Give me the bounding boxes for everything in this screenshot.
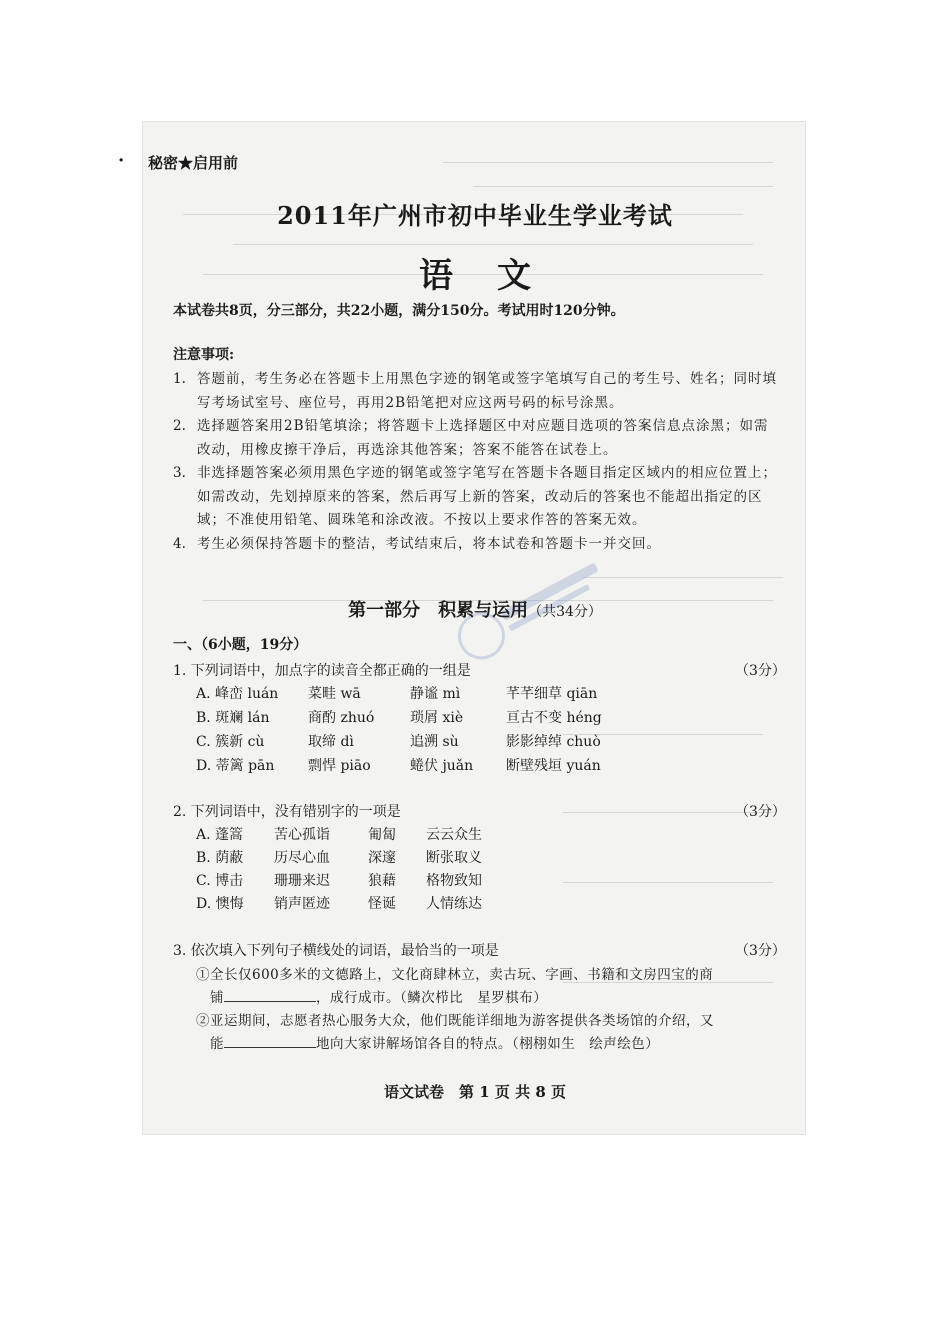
question-3-score: （3分） (735, 943, 786, 959)
notice-number: 2. (173, 418, 186, 434)
notice-list (173, 368, 778, 556)
fill-in-blank (224, 989, 316, 1002)
question-3-sentence-1-line-2 (210, 986, 547, 1006)
option-cell: 怪诞 (368, 896, 396, 912)
option-cell: B. 斑斓 lán (196, 710, 270, 726)
option-cell: 云云众生 (426, 827, 482, 843)
notice-item (173, 368, 778, 415)
option-cell: 亘古不变 héng (506, 710, 602, 726)
notice-text: 选择题答案用2B铅笔填涂；将答题卡上选择题区中对应题目选项的答案信息点涂黑；如需改动，用橡皮擦干净后，再选涂其他答案；答案不能答在试卷上。 (197, 418, 769, 458)
option-cell: 追溯 sù (410, 734, 459, 750)
option-cell: C. 博击 (196, 873, 244, 889)
option-cell: 匍匐 (368, 827, 396, 843)
option-cell: C. 簇新 cù (196, 734, 265, 750)
option-cell: 断壁残垣 yuán (506, 758, 601, 774)
option-cell: 商酌 zhuó (308, 710, 375, 726)
notice-text: 答题前，考生务必在答题卡上用黑色字迹的钢笔或签字笔填写自己的考生号、姓名；同时填写考场试室号、座位号，再用2B铅笔把对应这两号码的标号涂黑。 (197, 371, 777, 411)
option-cell: 销声匿迹 (274, 896, 330, 912)
notice-item (173, 533, 778, 557)
question-1-option-c (196, 731, 601, 751)
notice-item (173, 462, 778, 533)
notice-number: 4. (173, 535, 186, 552)
option-cell: 珊珊来迟 (274, 873, 330, 889)
fill-in-blank (224, 1035, 316, 1048)
question-3-sentence-2-line-2 (210, 1032, 659, 1052)
question-2-score: （3分） (735, 804, 786, 820)
notice-heading: 注意事项: (173, 347, 235, 363)
notice-text: 考生必须保持答题卡的整洁，考试结束后，将本试卷和答题卡一并交回。 (197, 535, 661, 552)
question-1-option-a (196, 683, 597, 703)
question-3-stem: 3. 依次填入下列句子横线处的词语，最恰当的一项是 (173, 943, 499, 959)
notice-text: 非选择题答案必须用黑色字迹的钢笔或签字笔写在答题卡各题目指定区域内的相应位置上；如需改动，先划掉原来的答案，然后再写上新的答案，改动后的答案也不能超出指定的区域；不准使用铅笔、圆珠笔和涂改液。不按以上要求作答的答案无效。 (197, 465, 777, 528)
subject-title: 语文 (419, 256, 575, 296)
sentence-text: 能 (210, 1036, 224, 1052)
option-cell: 深邃 (368, 850, 396, 866)
section-one-heading: 一、（6小题，19分） (173, 637, 308, 653)
sentence-text: ，成行成市。（鳞次栉比 星罗棋布） (316, 990, 548, 1006)
question-2-option-b (196, 847, 482, 867)
exam-title: 2011年广州市初中毕业生学业考试 (277, 201, 673, 230)
question-1-option-b (196, 707, 602, 727)
option-cell: 芊芊细草 qiān (506, 686, 598, 702)
option-cell: 取缔 dì (308, 734, 354, 750)
question-3-sentence-1-line-1: ①全长仅600多米的文德路上，文化商肆林立，卖古玩、字画、书籍和文房四宝的商 (196, 967, 714, 983)
scan-mark: · (118, 150, 125, 171)
question-2-option-d (196, 893, 482, 913)
secret-label: 秘密★启用前 (148, 154, 239, 172)
part-one-label: 第一部分 积累与运用 (348, 600, 529, 621)
option-cell: 菜畦 wā (308, 686, 361, 702)
question-2-stem: 2. 下列词语中，没有错别字的一项是 (173, 804, 401, 820)
question-1-stem: 1. 下列词语中，加点字的读音全都正确的一组是 (173, 663, 471, 679)
option-cell: A. 峰峦 luán (196, 686, 279, 702)
question-2-option-a (196, 824, 482, 844)
option-cell: B. 荫蔽 (196, 850, 244, 866)
notice-number: 3. (173, 465, 186, 481)
notice-number: 1. (173, 371, 186, 387)
option-cell: 影影绰绰 chuò (506, 734, 601, 750)
option-cell: 静谧 mì (410, 686, 461, 702)
part-one-points: （共34分） (528, 604, 602, 620)
sentence-text: 铺 (210, 990, 224, 1006)
page-footer: 语文试卷 第 1 页 共 8 页 (384, 1083, 566, 1101)
question-3-sentence-2-line-1: ②亚运期间，志愿者热心服务大众，他们既能详细地为游客提供各类场馆的介绍，又 (196, 1013, 714, 1029)
notice-item (173, 415, 778, 462)
option-cell: A. 蓬篙 (196, 827, 244, 843)
sentence-text: 地向大家讲解场馆各自的特点。（栩栩如生 绘声绘色） (316, 1036, 660, 1052)
option-cell: 人情练达 (426, 896, 482, 912)
option-cell: 苦心孤诣 (274, 827, 330, 843)
question-1-score: （3分） (735, 663, 786, 679)
option-cell: 断张取义 (426, 850, 482, 866)
option-cell: D. 蒂篱 pān (196, 758, 275, 774)
option-cell: 蜷伏 juǎn (410, 758, 474, 774)
option-cell: 狼藉 (368, 873, 396, 889)
option-cell: 剽悍 piāo (308, 758, 371, 774)
question-1-option-d (196, 755, 601, 775)
option-cell: 历尽心血 (274, 850, 330, 866)
exam-intro: 本试卷共8页，分三部分，共22小题，满分150分。考试用时120分钟。 (173, 303, 625, 319)
question-2-option-c (196, 870, 482, 890)
option-cell: 格物致知 (426, 873, 482, 889)
option-cell: 琐屑 xiè (410, 710, 464, 726)
option-cell: D. 懊悔 (196, 896, 244, 912)
part-one-title (0, 596, 950, 622)
